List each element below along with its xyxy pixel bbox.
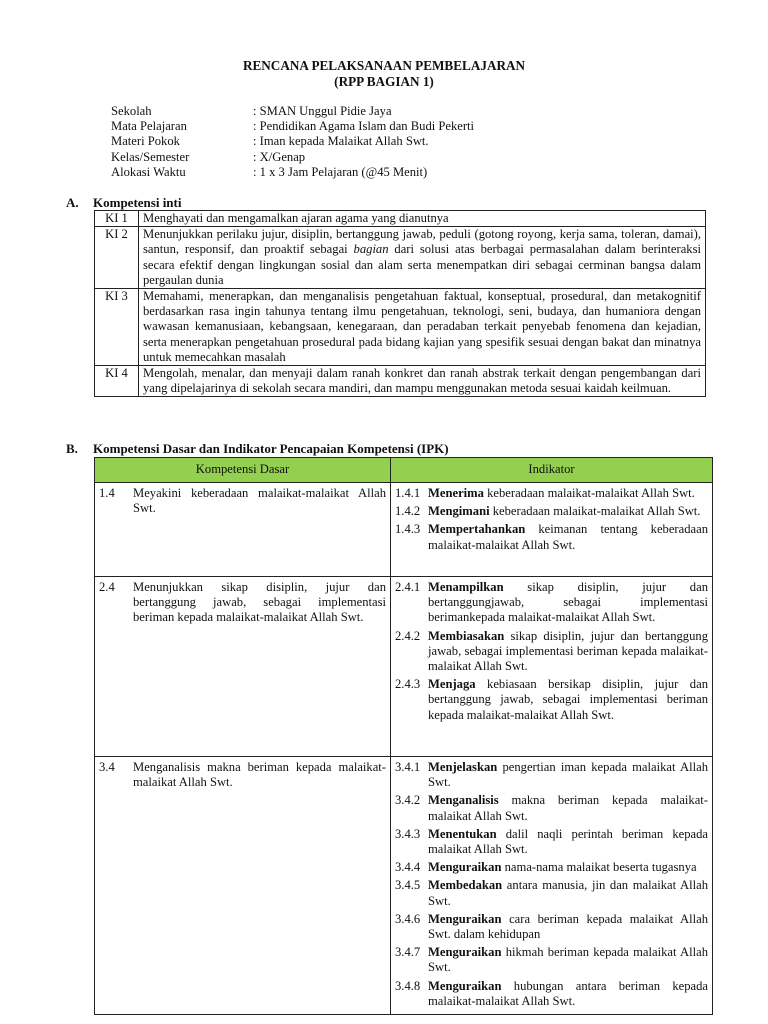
indicator-rest: dalil naqli perintah beriman kepada malaikat Allah Swt. xyxy=(428,826,708,857)
indicator-verb: Menguraikan xyxy=(428,911,502,926)
ki-description: Menghayati dan mengamalkan ajaran agama yang dianutnya xyxy=(139,211,706,227)
ki-description: Mengolah, menalar, dan menyaji dalam ranah konkret dan ranah abstrak terkait dengan pengembangan dari yang dipelajarinya di sekolah secara mandiri, dan mampu menggunakan metoda sesuai kaidah keilmuan. xyxy=(139,366,706,397)
meta-row-materi xyxy=(111,134,474,149)
kd-item xyxy=(99,580,386,626)
indicator-item xyxy=(395,979,708,1009)
indicator-text xyxy=(428,760,708,790)
indicator-text xyxy=(428,827,708,857)
indicator-verb: Menerima xyxy=(428,486,484,500)
meta-value: : 1 x 3 Jam Pelajaran (@45 Menit) xyxy=(253,164,428,179)
indicator-rest: pengertian iman kepada malaikat Allah Swt. xyxy=(428,760,708,790)
indicator-number: 3.4.5 xyxy=(395,878,421,893)
header-indikator: Indikator xyxy=(391,458,713,483)
indicator-cell xyxy=(391,577,713,757)
section-letter: A. xyxy=(66,195,79,210)
kd-item xyxy=(99,760,386,790)
indicator-item xyxy=(395,504,708,519)
identity-block xyxy=(111,104,474,180)
indicator-rest: hikmah beriman kepada malaikat Allah Swt. xyxy=(428,945,708,975)
indicator-number: 3.4.1 xyxy=(395,760,421,774)
section-title: Kompetensi Dasar dan Indikator Pencapaian Kompetensi (IPK) xyxy=(93,441,449,456)
indicator-rest: hubungan antara beriman kepada malaikat-malaikat Allah Swt. xyxy=(428,978,708,1008)
meta-key: Mata Pelajaran xyxy=(111,119,187,134)
table-row xyxy=(95,757,713,1015)
table-row xyxy=(95,227,706,289)
indicator-item xyxy=(395,580,708,626)
meta-row-kelas xyxy=(111,150,474,165)
indicator-number: 2.4.1 xyxy=(395,580,421,594)
indicator-text xyxy=(428,580,708,626)
meta-key: Sekolah xyxy=(111,104,152,118)
meta-key: Kelas/Semester xyxy=(111,149,190,164)
indicator-text xyxy=(428,486,708,501)
indicator-cell xyxy=(391,483,713,577)
meta-row-sekolah xyxy=(111,104,474,119)
ki-text: dari solusi atas berbagai permasalahan dalam berinteraksi secara efektif dengan lingkungan sosial dan alam serta menempatkan diri sebagai cerminan bangsa dalam pergaulan dunia xyxy=(143,242,702,287)
title-line-1: RENCANA PELAKSANAAN PEMBELAJARAN xyxy=(242,58,526,73)
kd-cell xyxy=(95,483,391,577)
table-row xyxy=(95,483,713,577)
kompetensi-inti-table xyxy=(94,210,706,397)
kd-cell xyxy=(95,757,391,1015)
meta-key: Alokasi Waktu xyxy=(111,164,186,179)
indicator-number: 3.4.8 xyxy=(395,978,421,993)
ki-description xyxy=(139,227,706,289)
indicator-text xyxy=(428,522,708,552)
indicator-text xyxy=(428,878,708,908)
indicator-item xyxy=(395,912,708,942)
indicator-verb: Mempertahankan xyxy=(428,522,526,537)
indicator-item xyxy=(395,945,708,975)
ki-code: KI 4 xyxy=(95,366,139,397)
indicator-number: 2.4.2 xyxy=(395,628,421,643)
indicator-rest: nama-nama malaikat beserta tugasnya xyxy=(501,860,697,875)
indicator-number: 3.4.3 xyxy=(395,826,421,841)
kd-text: Menganalisis makna beriman kepada malaikat-malaikat Allah Swt. xyxy=(133,760,386,790)
section-title: Kompetensi inti xyxy=(93,195,182,210)
indicator-text xyxy=(428,945,708,975)
ki-italic-text: bagian xyxy=(353,242,389,257)
indicator-item xyxy=(395,878,708,908)
meta-value: : Pendidikan Agama Islam dan Budi Pekerti xyxy=(253,119,475,134)
indicator-text xyxy=(428,504,708,519)
kd-number: 2.4 xyxy=(99,580,115,594)
indicator-verb: Menjaga xyxy=(428,677,476,692)
indicator-item xyxy=(395,629,708,675)
title-line-2: (RPP BAGIAN 1) xyxy=(334,74,434,89)
kd-cell xyxy=(95,577,391,757)
indicator-verb: Menguraikan xyxy=(428,860,502,875)
kd-number: 3.4 xyxy=(99,760,115,774)
indicator-rest: keberadaan malaikat-malaikat Allah Swt. xyxy=(489,504,701,519)
indicator-text xyxy=(428,912,708,942)
document-title xyxy=(0,58,768,90)
indicator-verb: Menampilkan xyxy=(428,580,504,594)
table-row xyxy=(95,366,706,397)
indicator-rest: kebiasaan bersikap disiplin, jujur dan bertanggung jawab, sebagai implementasi beriman kepada malaikat-malaikat Allah Swt. xyxy=(428,677,708,722)
meta-row-mapel xyxy=(111,119,474,134)
kd-text: Menunjukkan sikap disiplin, jujur dan bertanggung jawab, sebagai implementasi beriman kepada malaikat-malaikat Allah Swt. xyxy=(133,580,386,625)
indicator-verb: Membedakan xyxy=(428,878,503,893)
meta-value: : X/Genap xyxy=(253,149,306,164)
indicator-item xyxy=(395,760,708,790)
indicator-verb: Membiasakan xyxy=(428,628,505,643)
meta-value: : SMAN Unggul Pidie Jaya xyxy=(253,104,392,118)
indicator-item xyxy=(395,677,708,723)
indicator-text xyxy=(428,979,708,1009)
kd-text: Meyakini keberadaan malaikat-malaikat Allah Swt. xyxy=(133,486,386,516)
indicator-verb: Menjelaskan xyxy=(428,760,498,774)
ki-text: Menunjukkan perilaku jujur, disiplin, bertanggung jawab, peduli (gotong royong, kerja sama, toleran, damai), santun, responsif, dan proaktif sebagai xyxy=(143,227,701,257)
section-letter: B. xyxy=(66,441,78,456)
indicator-number: 3.4.4 xyxy=(395,860,421,875)
section-a-heading xyxy=(66,195,181,210)
section-b-heading xyxy=(66,441,449,456)
indicator-text xyxy=(428,793,708,823)
indicator-rest: sikap disiplin, jujur dan bertanggung jawab, sebagai implementasi beriman kepada malaikat-malaikat Allah Swt. xyxy=(428,628,708,674)
indicator-number: 1.4.2 xyxy=(395,504,421,519)
kd-item xyxy=(99,486,386,516)
indicator-item xyxy=(395,860,708,875)
indicator-rest: sikap disiplin, jujur dan bertanggungjawab, sebagai implementasi berimankepada malaikat-malaikat Allah Swt. xyxy=(428,580,708,625)
indicator-item xyxy=(395,827,708,857)
table-row xyxy=(95,211,706,227)
indicator-rest: keimanan tentang keberadaan malaikat-malaikat Allah Swt. xyxy=(428,522,708,552)
indicator-text xyxy=(428,677,708,723)
indicator-item xyxy=(395,522,708,552)
indicator-number: 3.4.7 xyxy=(395,945,421,960)
indicator-cell xyxy=(391,757,713,1015)
meta-row-alokasi xyxy=(111,165,474,180)
indicator-number: 1.4.1 xyxy=(395,486,421,500)
indicator-rest: keberadaan malaikat-malaikat Allah Swt. xyxy=(483,486,695,500)
indicator-verb: Mengimani xyxy=(428,504,490,519)
ki-code: KI 2 xyxy=(95,227,139,289)
indicator-text xyxy=(428,629,708,675)
kd-indicator-table xyxy=(94,457,713,1015)
indicator-number: 1.4.3 xyxy=(395,522,421,537)
indicator-rest: makna beriman kepada malaikat-malaikat Allah Swt. xyxy=(428,793,708,823)
indicator-rest: antara manusia, jin dan malaikat Allah Swt. xyxy=(428,878,708,908)
indicator-item xyxy=(395,486,708,501)
indicator-verb: Menguraikan xyxy=(428,945,502,960)
indicator-number: 3.4.2 xyxy=(395,793,421,808)
indicator-number: 3.4.6 xyxy=(395,911,421,926)
indicator-item xyxy=(395,793,708,823)
kd-number: 1.4 xyxy=(99,486,115,500)
indicator-verb: Menguraikan xyxy=(428,978,502,993)
meta-value: : Iman kepada Malaikat Allah Swt. xyxy=(253,134,429,149)
header-kompetensi-dasar: Kompetensi Dasar xyxy=(95,458,391,483)
indicator-rest: cara beriman kepada malaikat Allah Swt. dalam kehidupan xyxy=(428,911,708,942)
table-row xyxy=(95,577,713,757)
ki-code: KI 3 xyxy=(95,289,139,366)
indicator-verb: Menganalisis xyxy=(428,793,499,808)
indicator-text xyxy=(428,860,708,875)
ki-code: KI 1 xyxy=(95,211,139,227)
table-header-row xyxy=(95,458,713,483)
meta-key: Materi Pokok xyxy=(111,134,180,149)
indicator-number: 2.4.3 xyxy=(395,677,421,692)
indicator-verb: Menentukan xyxy=(428,826,497,841)
ki-description: Memahami, menerapkan, dan menganalisis pengetahuan faktual, konseptual, prosedural, dan metakognitif berdasarkan rasa ingin tahunya tentang ilmu pengetahuan, teknologi, seni, budaya, dan humaniora dengan wawasan kemanusiaan, kebangsaan, kenegaraan, dan peradaban terkait penyebab fenomena dan kejadian, serta menerapkan pengetahuan prosedural pada bidang kajian yang spesifik sesuai dengan bakat dan minatnya untuk memecahkan masalah xyxy=(139,289,706,366)
table-row xyxy=(95,289,706,366)
